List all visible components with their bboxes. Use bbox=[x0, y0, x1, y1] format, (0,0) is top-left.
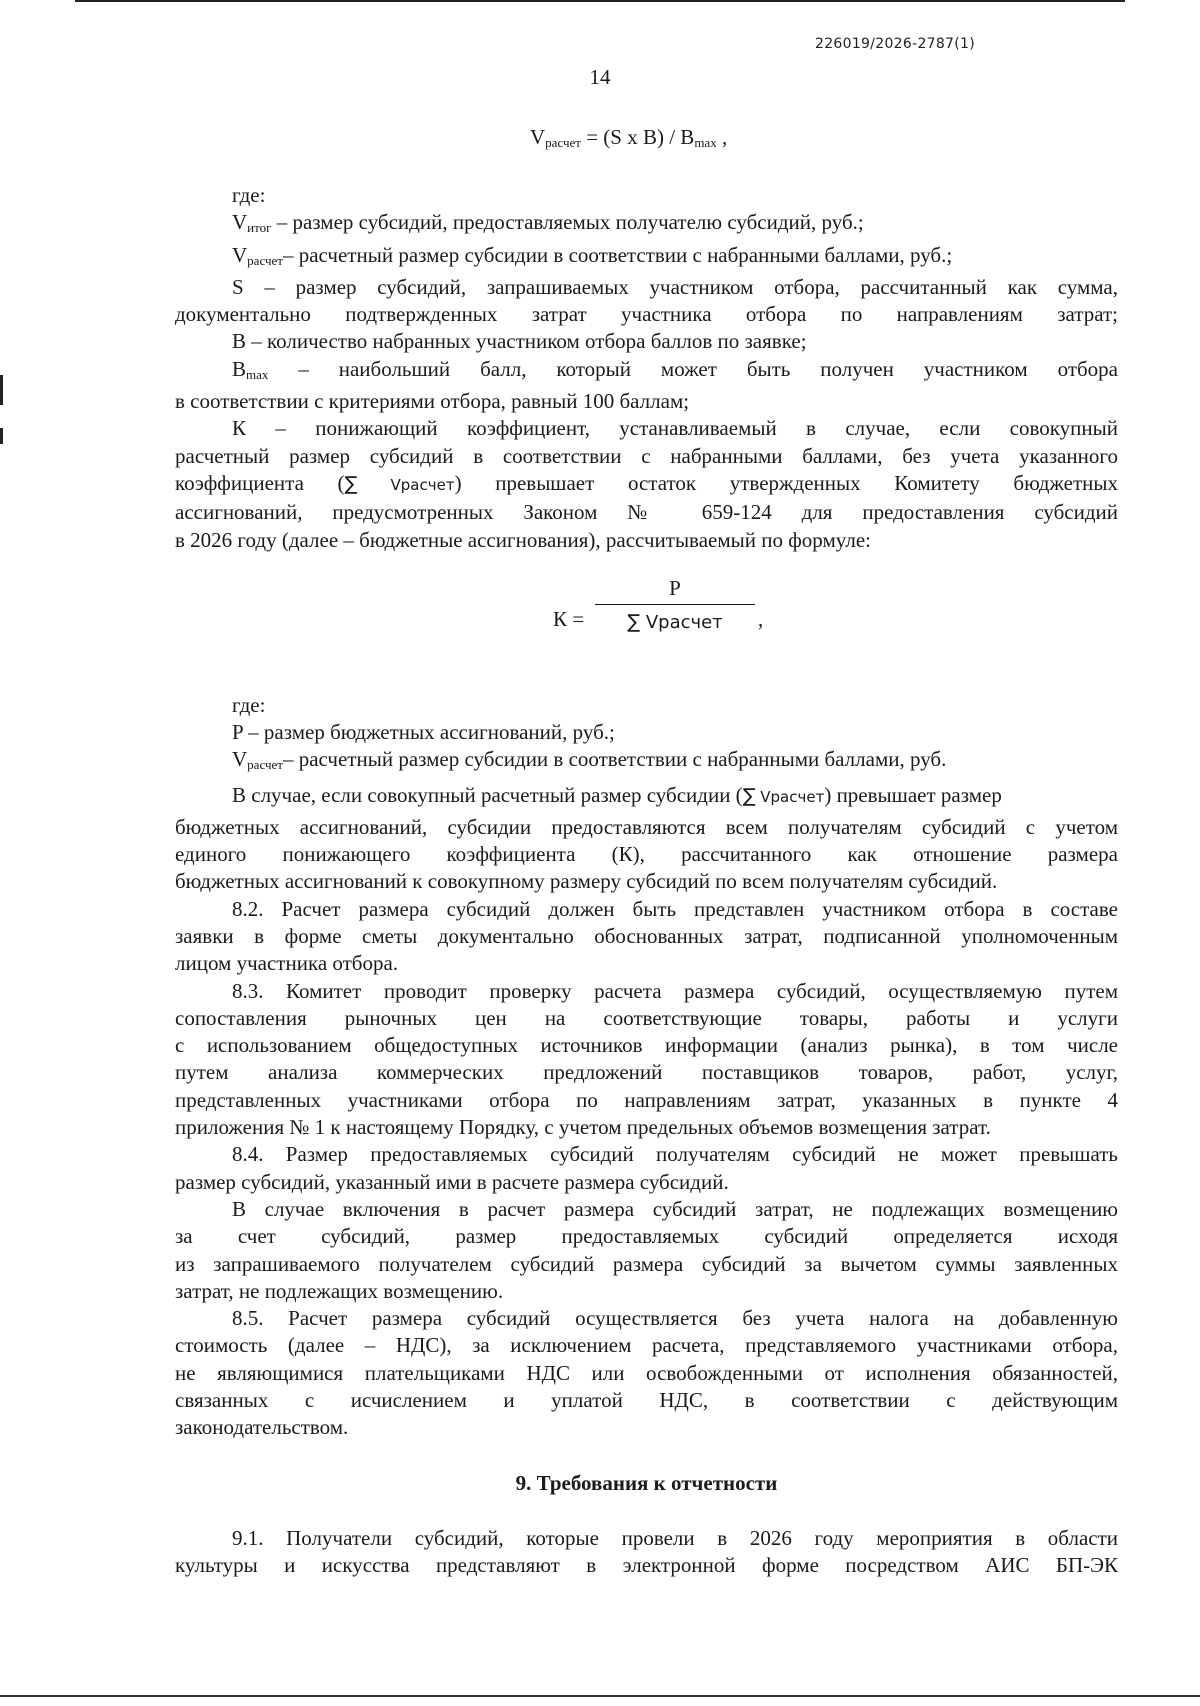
paragraph-8-4: из запрашиваемого получателем субсидий размера субсидий за вычетом суммы заявленных bbox=[175, 1251, 1118, 1276]
sum-symbol: ∑ bbox=[627, 610, 641, 633]
section-heading: 9. Требования к отчетности bbox=[515, 1470, 778, 1495]
def-k-line: расчетный размер субсидий в соответствии с набранными баллами, без учета указанного bbox=[175, 443, 1118, 468]
page-number: 14 bbox=[589, 65, 611, 89]
def-k-line: К – понижающий коэффициент, устанавливаемый в случае, если совокупный bbox=[232, 416, 1118, 441]
document-body bbox=[175, 182, 1118, 1579]
paragraph-8-5: не являющимися плательщиками НДС или освобожденными от исполнения обязанностей, bbox=[175, 1360, 1118, 1385]
paragraph-8-2: лицом участника отбора. bbox=[175, 951, 399, 976]
def-v-raschet-2: $V_{расчет}-$ расчетный размер субсидии в соответствии с набранными баллами, руб. bbox=[232, 747, 947, 773]
formula-k-fraction: P ∑ Vрасчет bbox=[595, 574, 755, 636]
def-bmax: $B_{max}$ – наибольший балл, который может быть получен участником отбора bbox=[232, 356, 1118, 382]
def-k-line: в 2026 году (далее – бюджетные ассигнования), рассчитываемый по формуле: bbox=[175, 527, 871, 552]
def-v-raschet: $V_{расчет}-$ расчетный размер субсидии в соответствии с набранными баллами, руб.; bbox=[232, 242, 953, 268]
where-label: где: bbox=[232, 183, 266, 207]
paragraph-9-1: 9.1. Получатели субсидий, которые провели в 2026 году мероприятия в области bbox=[232, 1525, 1118, 1550]
def-b: B – количество набранных участником отбора баллов по заявке; bbox=[232, 329, 807, 354]
scan-edge-mark bbox=[0, 428, 3, 444]
paragraph-8-5: законодательством. bbox=[175, 1415, 349, 1440]
def-p: P – размер бюджетных ассигнований, руб.; bbox=[232, 720, 615, 745]
paragraph-8-5: связанных с исчислением и уплатой НДС, в соответствии с действующим bbox=[175, 1387, 1118, 1412]
paragraph-8-4: размер субсидий, указанный ими в расчете размера субсидий. bbox=[175, 1169, 729, 1194]
paragraph-9-1: культуры и искусства представляют в электронной форме посредством АИС БП-ЭК bbox=[175, 1553, 1118, 1578]
paragraph-8-3: с использованием общедоступных источников информации (анализ рынка), в том числе bbox=[175, 1033, 1118, 1058]
case-line: бюджетных ассигнований, субсидии предоставляются всем получателям субсидий с учетом bbox=[175, 814, 1118, 839]
case-line: единого понижающего коэффициента (К), рассчитанного как отношение размера bbox=[175, 842, 1118, 867]
formula-v-raschet: $V_{расчет} = (S$ x $B) / B_{max}$ , bbox=[530, 125, 728, 150]
paragraph-8-2: заявки в форме сметы документально обоснованных затрат, подписанной уполномоченным bbox=[175, 923, 1118, 948]
where-label: где: bbox=[232, 692, 266, 717]
paragraph-8-2: 8.2. Расчет размера субсидий должен быть представлен участником отбора в составе bbox=[232, 896, 1118, 921]
paragraph-8-4: за счет субсидий, размер предоставляемых субсидий определяется исходя bbox=[175, 1224, 1118, 1249]
paragraph-8-4: В случае включения в расчет размера субсидий затрат, не подлежащих возмещению bbox=[232, 1196, 1118, 1221]
formula-k: К = P ∑ Vрасчет , bbox=[175, 574, 1118, 692]
scan-top-border bbox=[75, 0, 1125, 2]
paragraph-8-3: сопоставления рыночных цен на соответствующие товары, работы и услуги bbox=[175, 1005, 1118, 1030]
def-k-line: коэффициента (∑ Vрасчет) превышает остаток утвержденных Комитету бюджетных bbox=[175, 470, 1118, 495]
scan-bottom-border bbox=[0, 1695, 1200, 1697]
def-bmax-cont: в соответствии с критериями отбора, равный 100 баллам; bbox=[175, 389, 690, 414]
def-s-line: документально подтвержденных затрат участника отбора по направлениям затрат; bbox=[175, 302, 1118, 327]
paragraph-8-3: 8.3. Комитет проводит проверку расчета размера субсидий, осуществляемую путем bbox=[232, 978, 1118, 1003]
registration-number: 226019/2026-2787(1) bbox=[815, 36, 976, 52]
def-k-line: ассигнований, предусмотренных Законом № 659-124 для предоставления субсидий bbox=[175, 500, 1118, 525]
paragraph-8-5: 8.5. Расчет размера субсидий осуществляется без учета налога на добавленную bbox=[232, 1306, 1118, 1331]
paragraph-8-3: представленных участниками отбора по направлениям затрат, указанных в пункте 4 bbox=[175, 1087, 1118, 1112]
def-s-line: S – размер субсидий, запрашиваемых участником отбора, рассчитанный как сумма, bbox=[232, 274, 1118, 299]
case-line: бюджетных ассигнований к совокупному размеру субсидий по всем получателям субсидий. bbox=[175, 869, 998, 894]
case-line: В случае, если совокупный расчетный размер субсидии (∑ Vрасчет) превышает размер bbox=[232, 782, 1002, 807]
paragraph-8-5: стоимость (далее – НДС), за исключением расчета, представляемого участниками отбора, bbox=[175, 1333, 1118, 1358]
paragraph-8-3: приложения № 1 к настоящему Порядку, с учетом предельных объемов возмещения затрат. bbox=[175, 1115, 991, 1140]
sum-symbol: ∑ bbox=[344, 472, 358, 495]
sum-symbol: ∑ bbox=[742, 784, 756, 807]
paragraph-8-4: затрат, не подлежащих возмещению. bbox=[175, 1278, 504, 1303]
paragraph-8-4: 8.4. Размер предоставляемых субсидий получателям субсидий не может превышать bbox=[232, 1142, 1118, 1167]
paragraph-8-3: путем анализа коммерческих предложений поставщиков товаров, работ, услуг, bbox=[175, 1060, 1118, 1085]
def-v-itog: $V_{итог}$ – размер субсидий, предоставляемых получателю субсидий, руб.; bbox=[232, 210, 864, 236]
scan-edge-mark bbox=[0, 375, 3, 405]
